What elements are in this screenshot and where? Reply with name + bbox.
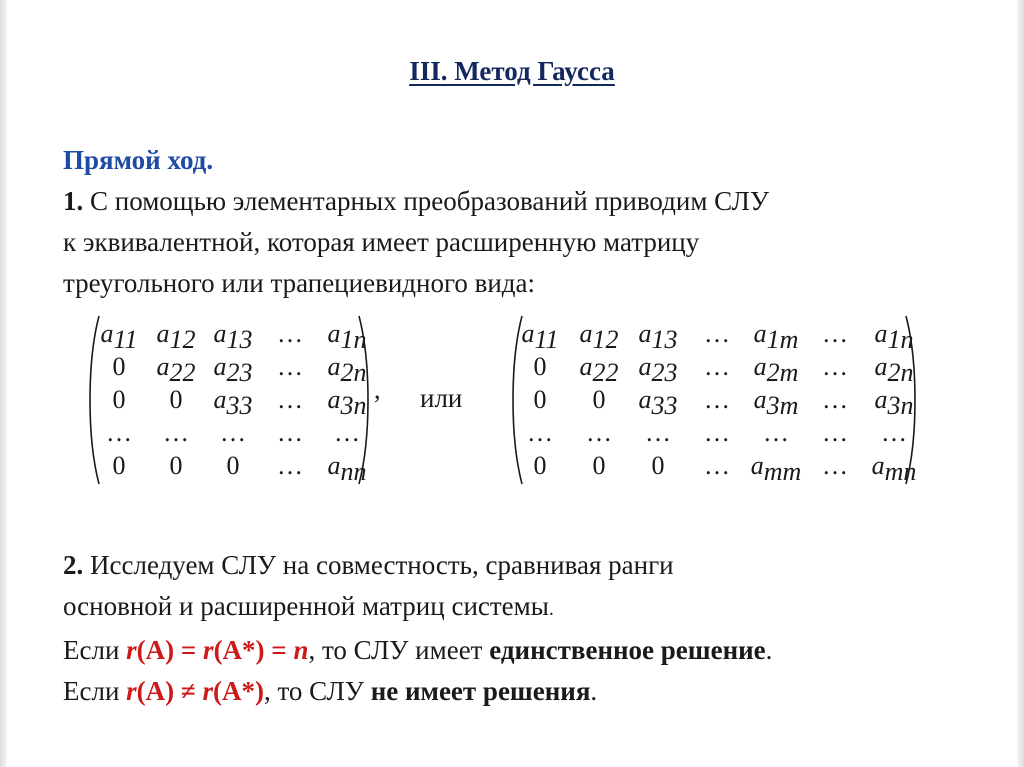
matrix-cell: … xyxy=(822,385,848,414)
matrix-cell: … xyxy=(277,352,303,381)
step1-number: 1. xyxy=(63,186,84,216)
matrix-cell: a11 xyxy=(100,319,138,354)
matrix-cell: 0 xyxy=(592,385,606,414)
forward-pass-block xyxy=(63,140,983,304)
matrix-cell: a3n xyxy=(874,385,914,420)
case2-a1: (A) ≠ xyxy=(136,676,203,706)
matrix-comma: , xyxy=(374,375,381,404)
slide-right-edge xyxy=(1017,0,1024,767)
case-unique-solution xyxy=(63,630,1003,671)
step2-text2: основной и расширенной матриц системы xyxy=(63,591,549,621)
case1-a2: (A*) = xyxy=(213,635,294,665)
matrix-cell: … xyxy=(822,451,848,480)
step1-line2: к эквивалентной, которая имеет расширенную матрицу xyxy=(63,227,700,257)
trapezoidal-matrix xyxy=(508,312,928,492)
case1-n: n xyxy=(293,635,309,665)
matrix-cell: … xyxy=(763,418,789,447)
matrix-cell: a3m xyxy=(753,385,799,420)
matrix-cell: 0 xyxy=(533,451,547,480)
case1-condition xyxy=(126,635,308,665)
matrix-cell: … xyxy=(277,385,303,414)
matrix-cell: amm xyxy=(750,451,802,486)
matrix-cell: 0 xyxy=(112,451,126,480)
matrix-cell: a12 xyxy=(156,319,196,354)
matrix-cell: a3n xyxy=(327,385,367,420)
step1-text1: С помощью элементарных преобразований приводим СЛУ xyxy=(83,186,769,216)
matrix-cell: a11 xyxy=(521,319,559,354)
matrix-cell: a23 xyxy=(213,352,253,387)
forward-pass-heading: Прямой ход. xyxy=(63,145,214,175)
matrix-cell: … xyxy=(704,451,730,480)
matrix-cell: 0 xyxy=(533,385,547,414)
matrix-cell: 0 xyxy=(112,352,126,381)
step1-line3: треугольного или трапециевидного вида: xyxy=(63,268,536,298)
step2-line2 xyxy=(63,586,1003,630)
slide-left-edge xyxy=(0,0,7,767)
matrix-cell: … xyxy=(704,352,730,381)
matrix-cell: … xyxy=(881,418,907,447)
matrix-cell: 0 xyxy=(592,451,606,480)
case2-r1: r xyxy=(126,676,137,706)
matrix-cell: ann xyxy=(327,451,367,486)
matrix-cell: … xyxy=(822,319,848,348)
matrix-cell: a22 xyxy=(579,352,619,387)
matrix-cell: … xyxy=(277,319,303,348)
case-no-solution xyxy=(63,671,1003,712)
step2-number: 2. xyxy=(63,550,84,580)
matrix-cell: … xyxy=(822,418,848,447)
triangular-matrix xyxy=(85,312,385,492)
case2-r2: r xyxy=(202,676,213,706)
matrix-cell: a13 xyxy=(638,319,678,354)
case2-condition xyxy=(126,676,264,706)
matrix-cell: a13 xyxy=(213,319,253,354)
case1-result: единственное решение xyxy=(489,635,766,665)
matrix-cell: … xyxy=(704,418,730,447)
step2-text1: Исследуем СЛУ на совместность, сравнивая ранги xyxy=(83,550,674,580)
matrix-cell: … xyxy=(822,352,848,381)
matrix-cell: … xyxy=(586,418,612,447)
matrix-cell: … xyxy=(163,418,189,447)
case1-prefix: Если xyxy=(63,635,127,665)
matrix-cell: … xyxy=(220,418,246,447)
step2-block xyxy=(63,545,1003,712)
matrix-cell: … xyxy=(277,418,303,447)
matrix-cell: a22 xyxy=(156,352,196,387)
case1-r2: r xyxy=(203,635,214,665)
case2-a2: (A*) xyxy=(213,676,264,706)
matrix-cell: a2n xyxy=(327,352,367,387)
case1-r1: r xyxy=(126,635,137,665)
matrix-cell: a33 xyxy=(638,385,678,420)
matrix-cell: 0 xyxy=(169,385,183,414)
matrix-cell: 0 xyxy=(169,451,183,480)
matrix-cell: a1n xyxy=(327,319,367,354)
matrix-cell: a23 xyxy=(638,352,678,387)
matrix-cell: 0 xyxy=(651,451,665,480)
matrix-cell: 0 xyxy=(112,385,126,414)
matrix-cell: … xyxy=(277,451,303,480)
matrix-cell: … xyxy=(527,418,553,447)
case2-middle: , то СЛУ xyxy=(263,676,371,706)
matrix-cell: … xyxy=(645,418,671,447)
or-word: или xyxy=(420,383,463,413)
case2-prefix: Если xyxy=(63,676,127,706)
matrix-cell: … xyxy=(704,319,730,348)
matrix-cell: a2m xyxy=(753,352,799,387)
matrix-cell: a1m xyxy=(753,319,799,354)
left-paren xyxy=(90,316,99,484)
matrix-cell: a33 xyxy=(213,385,253,420)
matrix-cell: … xyxy=(704,385,730,414)
case2-result: не имеет решения xyxy=(370,676,591,706)
matrix-cell: a2n xyxy=(874,352,914,387)
case1-end: . xyxy=(765,635,773,665)
case1-middle: , то СЛУ имеет xyxy=(308,635,490,665)
matrix-cell: … xyxy=(334,418,360,447)
case1-a1: (A) = xyxy=(136,635,204,665)
slide-title: III. Метод Гаусса xyxy=(409,56,615,86)
matrix-cell: a12 xyxy=(579,319,619,354)
step2-period: . xyxy=(548,598,554,620)
step2-line1 xyxy=(63,545,1003,586)
matrix-cell: 0 xyxy=(533,352,547,381)
matrix-cell: amn xyxy=(871,451,917,486)
matrix-cell: … xyxy=(106,418,132,447)
matrix-cell: a1n xyxy=(874,319,914,354)
matrix-cell: 0 xyxy=(226,451,240,480)
step1-line1 xyxy=(63,181,983,222)
case2-end: . xyxy=(590,676,598,706)
